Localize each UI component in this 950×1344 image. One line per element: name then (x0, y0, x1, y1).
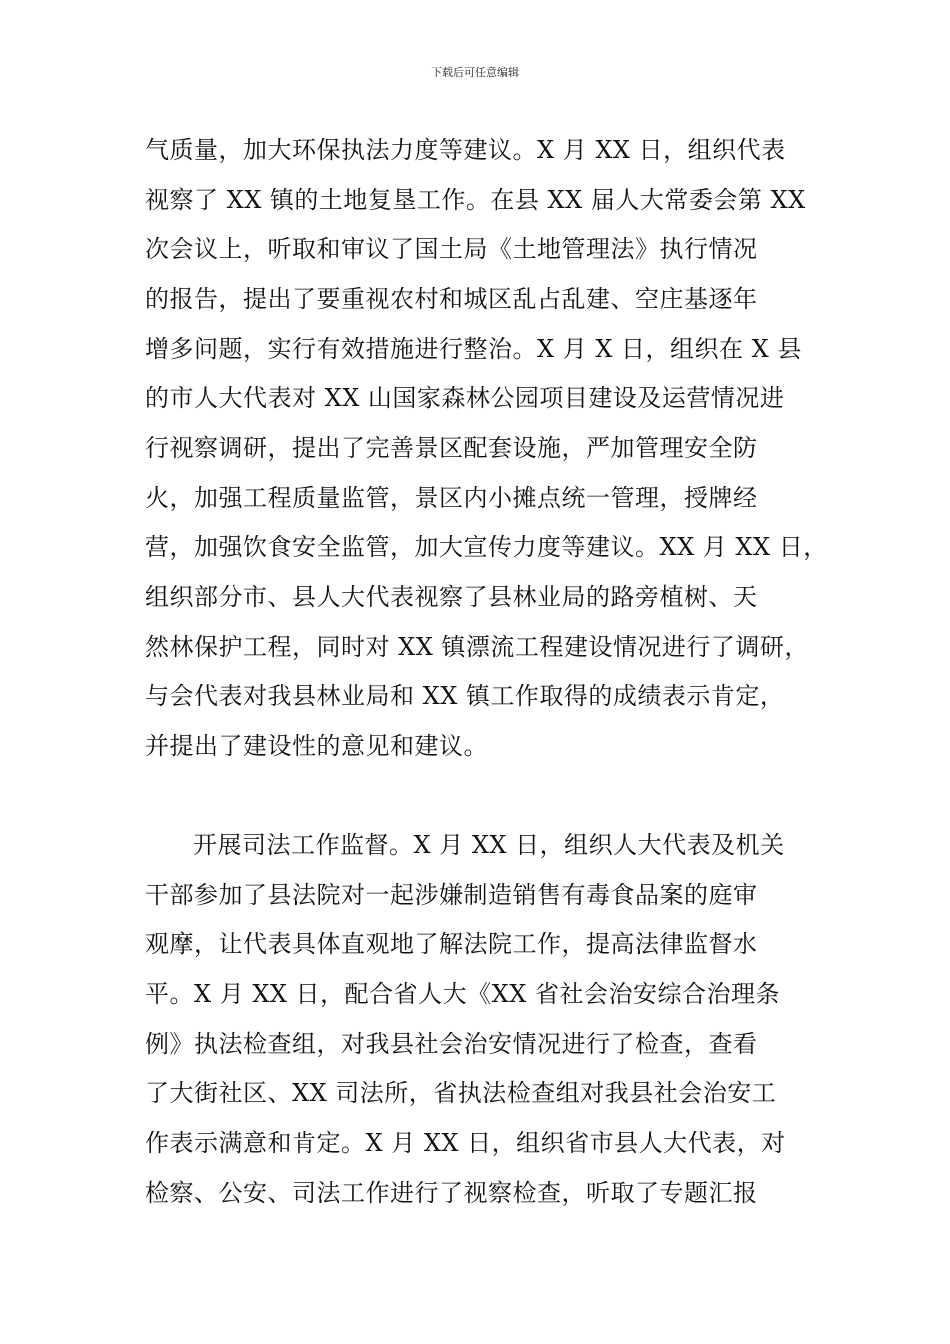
text-line: 次会议上，听取和审议了国土局《土地管理法》执行情况 (145, 235, 758, 263)
text-line: 视察了 XX 镇的土地复垦工作。在县 XX 届人大常委会第 XX (145, 186, 806, 214)
page-header: 下载后可任意编辑 (431, 66, 519, 79)
text-line: 组织部分市、县人大代表视察了县林业局的路旁植树、天 (145, 583, 758, 611)
text-line: 观摩，让代表具体直观地了解法院工作，提高法律监督水 (145, 930, 758, 958)
text-line: 然林保护工程，同时对 XX 镇漂流工程建设情况进行了调研， (145, 633, 809, 661)
text-line: 干部参加了县法院对一起涉嫌制造销售有毒食品案的庭审 (145, 881, 758, 909)
text-line: 火，加强工程质量监管，景区内小摊点统一管理，授牌经 (145, 484, 758, 512)
text-line: 作表示满意和肯定。X 月 XX 日，组织省市县人大代表，对 (145, 1129, 786, 1157)
text-line: 平。X 月 XX 日，配合省人大《XX 省社会治安综合治理条 (145, 980, 780, 1008)
text-line: 行视察调研，提出了完善景区配套设施，严加管理安全防 (145, 434, 758, 462)
text-line: 的报告，提出了要重视农村和城区乱占乱建、空庄基逐年 (145, 285, 758, 313)
text-line: 的市人大代表对 XX 山国家森林公园项目建设及运营情况进 (145, 384, 785, 412)
text-line: 例》执法检查组，对我县社会治安情况进行了检查，查看 (145, 1030, 758, 1058)
text-line: 增多问题，实行有效措施进行整治。X 月 X 日，组织在 X 县 (145, 335, 802, 363)
text-line: 气质量，加大环保执法力度等建议。X 月 XX 日，组织代表 (145, 136, 786, 164)
text-line: 并提出了建设性的意见和建议。 (145, 732, 488, 760)
text-line: 检察、公安、司法工作进行了视察检查，听取了专题汇报 (145, 1179, 758, 1207)
text-line: 了大街社区、XX 司法所，省执法检查组对我县社会治安工 (145, 1079, 777, 1107)
text-line: 开展司法工作监督。X 月 XX 日，组织人大代表及机关 (193, 831, 785, 859)
text-line: 营，加强饮食安全监管，加大宣传力度等建议。XX 月 XX 日， (145, 533, 828, 561)
text-line: 与会代表对我县林业局和 XX 镇工作取得的成绩表示肯定， (145, 682, 785, 710)
